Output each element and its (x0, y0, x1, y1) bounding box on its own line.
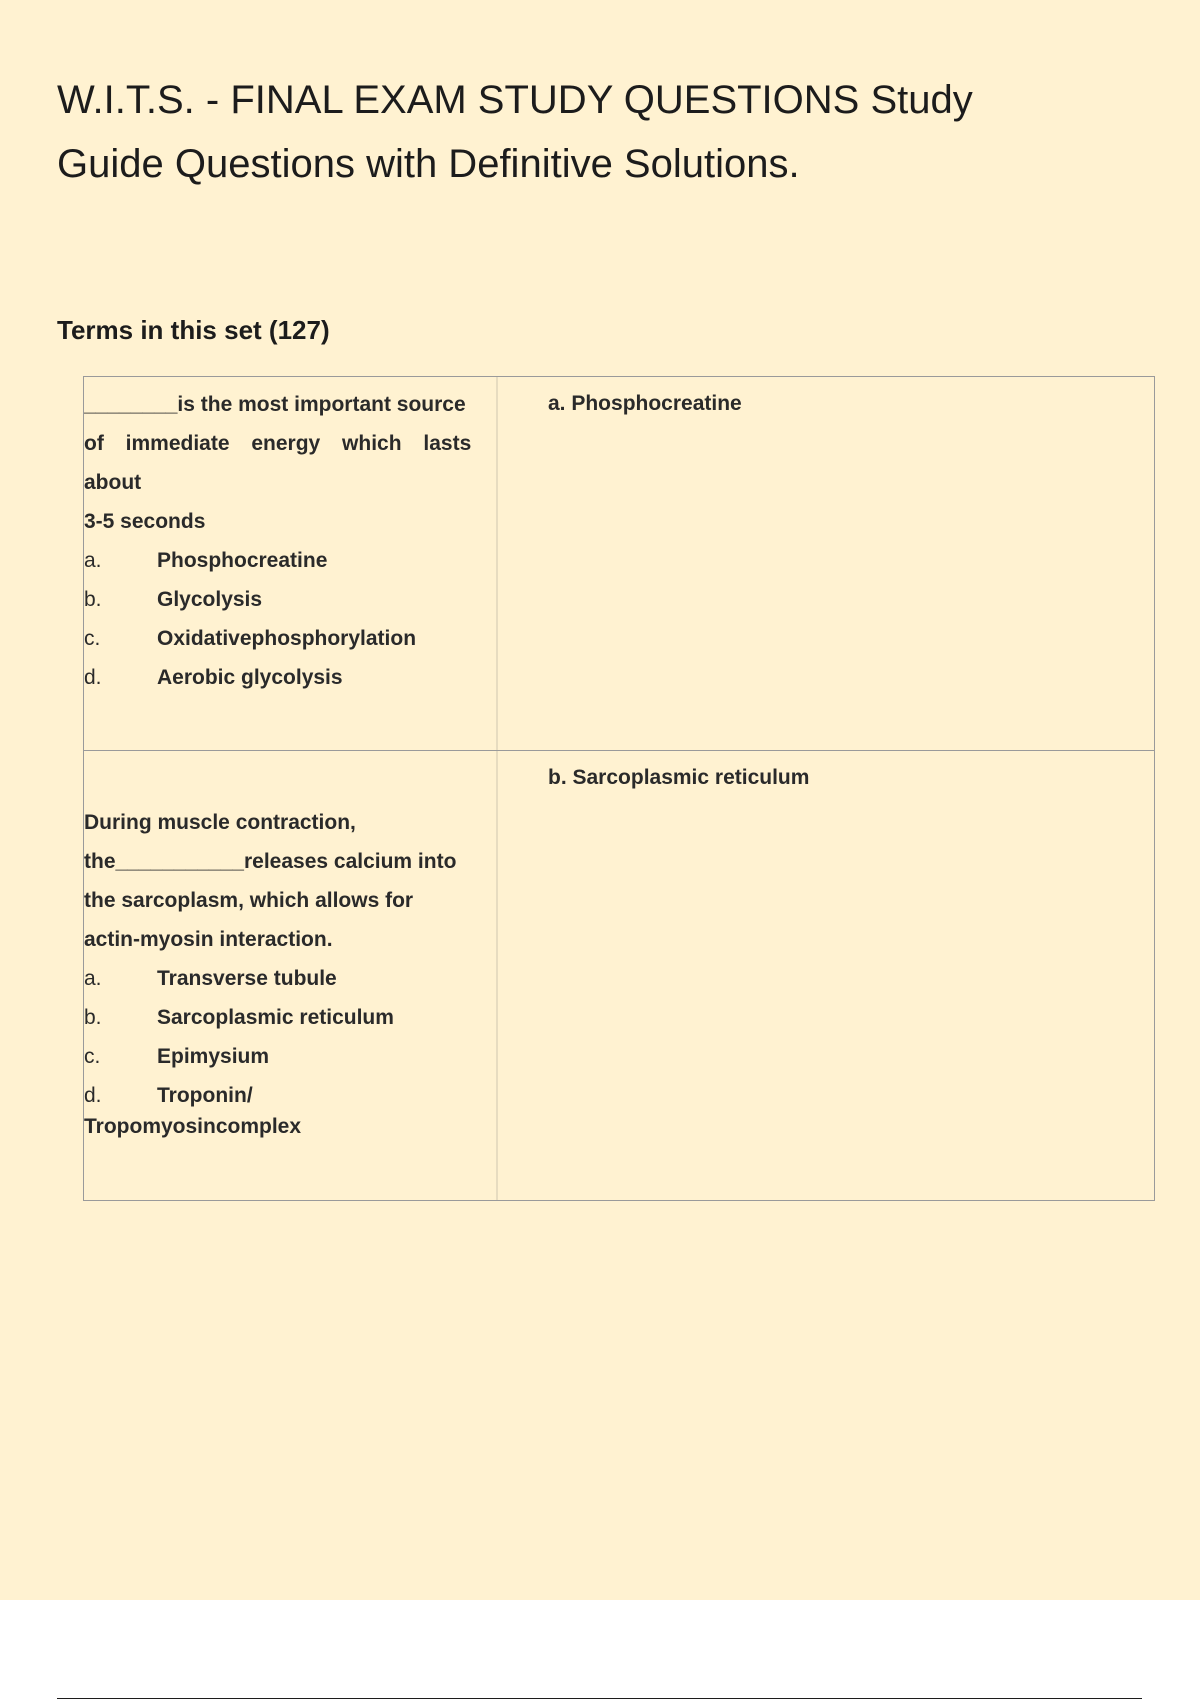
option-text: Epimysium (157, 1045, 270, 1068)
option-letter: c. (84, 627, 101, 650)
option-letter: c. (84, 1045, 101, 1068)
option-letter: d. (84, 666, 102, 689)
question-text (84, 385, 498, 697)
option-letter: b. (84, 1006, 102, 1029)
question-line: the sarcoplasm, which allows for (84, 889, 414, 912)
answer-cell (498, 751, 1154, 1200)
question-cell (84, 751, 498, 1200)
option-text: Aerobic glycolysis (157, 666, 343, 689)
answer-option (84, 959, 498, 998)
option-letter: a. (84, 549, 102, 572)
answer-option (84, 1076, 498, 1115)
answer-option (84, 658, 498, 697)
option-letter: a. (84, 967, 102, 990)
document-title: W.I.T.S. - FINAL EXAM STUDY QUESTIONS Study Guide Questions with Definitive Solutions. (57, 78, 973, 186)
terms-count-heading: Terms in this set (127) (57, 315, 330, 345)
option-text: Glycolysis (157, 588, 263, 611)
answer-text: a. Phosphocreatine (548, 392, 742, 415)
term-row (84, 377, 1154, 750)
question-line: of immediate energy which lasts (84, 432, 472, 455)
question-line: During muscle contraction, (84, 811, 356, 834)
answer-option (84, 580, 498, 619)
answer-text: b. Sarcoplasmic reticulum (548, 766, 810, 789)
term-row (84, 750, 1154, 1200)
option-letter: d. (84, 1084, 102, 1107)
question-line: the___________releases calcium into (84, 850, 457, 873)
option-text: Transverse tubule (157, 967, 337, 990)
option-text: Oxidativephosphorylation (157, 627, 417, 650)
question-cell (84, 377, 498, 750)
option-continuation: Tropomyosincomplex (84, 1115, 302, 1138)
answer-option (84, 541, 498, 580)
question-line: ________is the most important source (84, 393, 466, 416)
answer-cell (498, 377, 1154, 750)
question-text (84, 803, 498, 1139)
terms-table (83, 376, 1155, 1201)
question-line: actin-myosin interaction. (84, 928, 333, 951)
answer-option (84, 619, 498, 658)
question-line: about (84, 471, 142, 494)
question-line: 3-5 seconds (84, 510, 206, 533)
option-letter: b. (84, 588, 102, 611)
answer-option (84, 998, 498, 1037)
option-text: Sarcoplasmic reticulum (157, 1006, 394, 1029)
option-text: Troponin/ (157, 1084, 253, 1107)
footer-rule (57, 1698, 1142, 1699)
option-text: Phosphocreatine (157, 549, 328, 572)
answer-option (84, 1037, 498, 1076)
